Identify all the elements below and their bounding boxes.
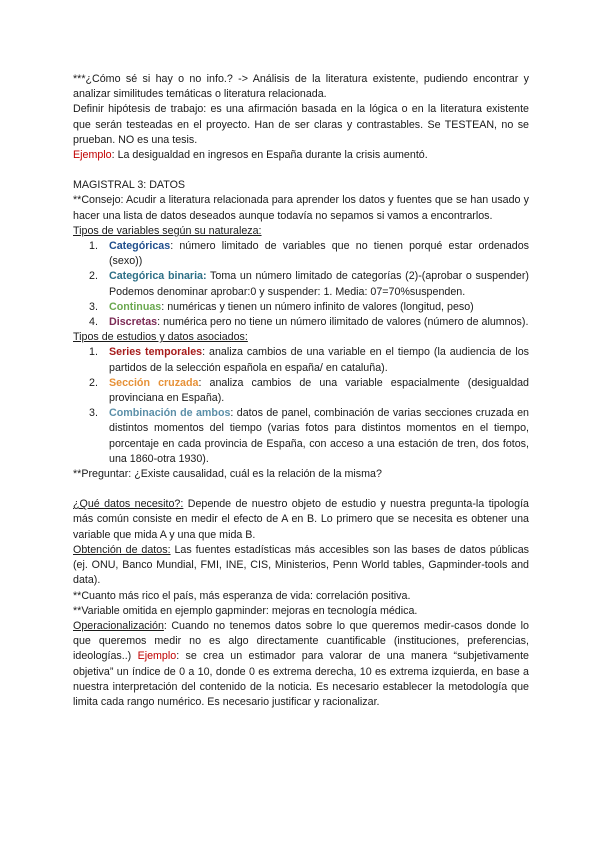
que-datos-label: ¿Qué datos necesito?:	[73, 498, 184, 511]
intro-example	[73, 148, 529, 163]
note-variable-omitida: **Variable omitida en ejemplo gapminder: mejoras en tecnología médica.	[73, 604, 418, 617]
variables-list	[73, 239, 529, 330]
item-text: : numérica pero no tiene un número ilimitado de valores (número de alumnos).	[157, 316, 529, 329]
tipos-variables-heading: Tipos de variables según su naturaleza:	[73, 224, 262, 237]
list-number: 1.	[89, 346, 98, 359]
list-item	[73, 300, 529, 315]
operacionalizacion-label: Operacionalización	[73, 619, 164, 632]
document-page	[73, 72, 529, 710]
item-text: : numéricas y tienen un número infinito de valores (longitud, peso)	[161, 300, 474, 313]
list-item	[73, 315, 529, 330]
list-number: 3.	[89, 300, 98, 313]
item-label: Categórica binaria:	[109, 270, 207, 283]
list-item	[73, 239, 529, 269]
preguntar-note: **Preguntar: ¿Existe causalidad, cuál es la relación de la misma?	[73, 468, 382, 481]
list-number: 1.	[89, 240, 98, 253]
list-item	[73, 406, 529, 467]
item-label: Continuas	[109, 300, 162, 313]
item-label: Series temporales	[109, 346, 203, 359]
list-number: 4.	[89, 316, 98, 329]
list-number: 2.	[89, 376, 98, 389]
item-text: : datos de panel, combinación de varias secciones cruzada en distintos momentos del tiempo (varias fotos para distintos momentos en el tiempo, porcentaje en cada provincia de España, con acceso a una estación de tren, dos fotos, una 1860-otra 1930).	[109, 407, 529, 465]
list-number: 2.	[89, 270, 98, 283]
item-text: : analiza cambios de una variable espacialmente (desigualdad provinciana en España).	[109, 376, 529, 405]
item-label: Sección cruzada	[109, 376, 199, 389]
note-correlacion: **Cuanto más rico el país, más esperanza de vida: correlación positiva.	[73, 589, 411, 602]
estudios-list	[73, 345, 529, 467]
list-number: 3.	[89, 407, 98, 420]
operacionalizacion-paragraph	[73, 619, 529, 710]
item-text: : analiza cambios de una variable en el tiempo (la audiencia de los partidos de la selección española en españa/ en cataluña).	[109, 346, 529, 374]
item-text: : número limitado de variables que no tienen porqué estar ordenados (sexo))	[109, 240, 529, 268]
item-text: Toma un número limitado de categorías (2)-(aprobar o suspender) Podemos denominar aprobar:0 y suspender: 1. Media: 07=70%suspenden.	[109, 270, 529, 298]
obtencion-paragraph	[73, 543, 529, 589]
que-datos-paragraph	[73, 497, 529, 543]
list-item	[73, 269, 529, 299]
obtencion-text: Las fuentes estadísticas más accesibles son las bases de datos públicas (ej. ONU, Banco Mundial, FMI, INE, CIS, Ministerios, Penn World tables, Gapminder-tools and data).	[73, 543, 529, 587]
list-item	[73, 345, 529, 375]
item-label: Discretas	[109, 316, 158, 329]
section-title: MAGISTRAL 3: DATOS	[73, 179, 186, 192]
example-text: : La desigualdad en ingresos en España durante la crisis aumentó.	[111, 149, 428, 162]
item-label: Combinación de ambos	[109, 407, 231, 420]
item-label: Categóricas	[109, 240, 171, 253]
operacionalizacion-text-cont: : se crea un estimador para valorar de una manera “subjetivamente objetiva” un índice de 0 a 10, donde 0 es extrema derecha, 10 es extrema izquierda, en base a nuestra interpretación del contenido de la noticia. Es necesario establecer la metodología que limita cada rango numérico. Es necesario justificar y racionalizar.	[73, 650, 529, 708]
consejo-paragraph: **Consejo: Acudir a literatura relacionada para aprender los datos y fuentes que se han usado y hacer una lista de datos deseados aunque todavía no sepamos si vamos a encontrarlos.	[73, 194, 529, 222]
tipos-estudios-heading: Tipos de estudios y datos asociados:	[73, 331, 248, 344]
operacionalizacion-text: : Cuando no tenemos datos sobre lo que queremos medir-casos donde lo que queremos medir no es algo directamente cuantificable (instituciones, preferencias, ideologías..)	[73, 619, 529, 663]
intro-paragraph-info: ***¿Cómo sé si hay o no info.? -> Análisis de la literatura existente, pudiendo encontrar y analizar similitudes temáticas o literatura relacionada.	[73, 73, 529, 101]
que-datos-text: Depende de nuestro objeto de estudio y nuestra pregunta-la tipología más común consiste en medir el efecto de A en B. Lo primero que se necesita es obtener una variable que mida A y una que mida B.	[73, 498, 529, 541]
intro-paragraph-hipotesis: Definir hipótesis de trabajo: es una afirmación basada en la lógica o en la literatura existente que serán testeadas en el proyecto. Han de ser claras y contrastables. Se TESTEAN, no se prueban. NO es una tesis.	[73, 103, 529, 146]
example-label: Ejemplo	[73, 149, 112, 162]
list-item	[73, 376, 529, 406]
obtencion-label: Obtención de datos:	[73, 543, 171, 556]
oper-example-label: Ejemplo	[137, 650, 177, 663]
